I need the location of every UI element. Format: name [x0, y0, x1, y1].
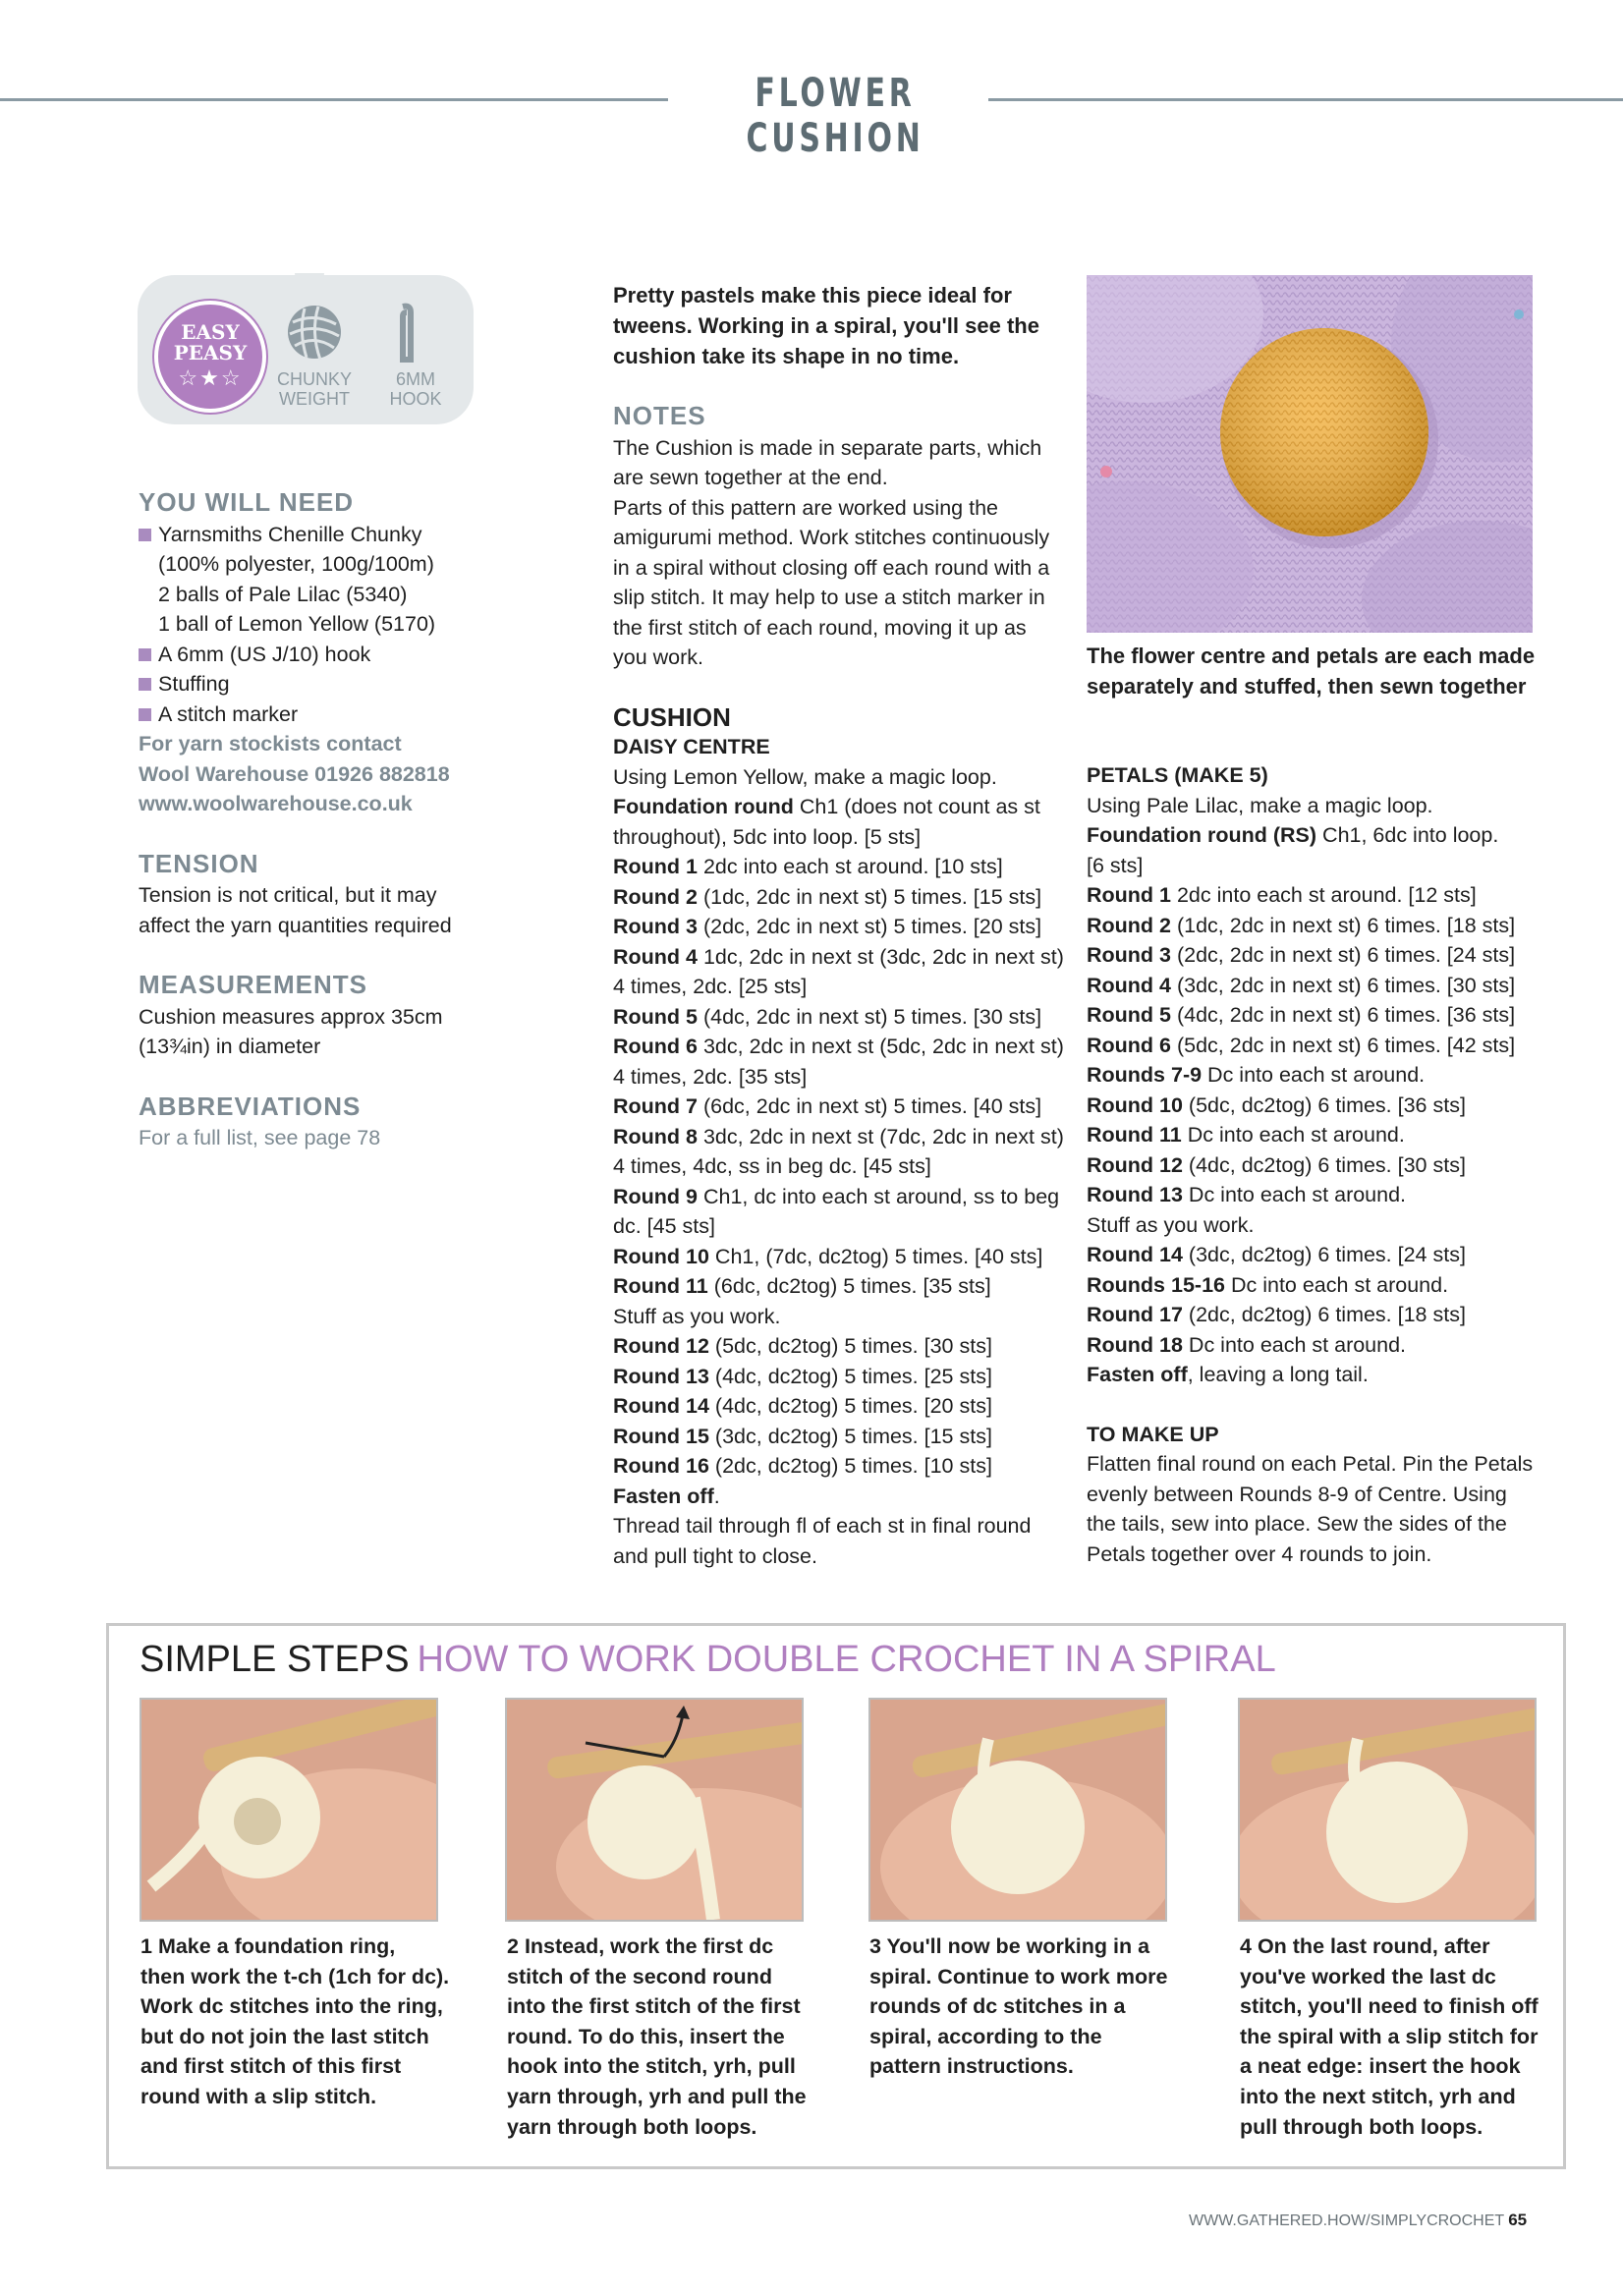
notes-heading: NOTES: [613, 401, 706, 430]
stockist-phone: Wool Warehouse 01926 882818: [139, 761, 450, 786]
notes-text: amigurumi method. Work stitches continuously: [613, 526, 1050, 549]
instruction-line: [1087, 971, 1548, 1001]
instruction-text: (2dc, 2dc in next st) 5 times. [20 sts]: [698, 915, 1042, 938]
left-column: [139, 487, 561, 1153]
step-3-photo: [868, 1698, 1167, 1922]
instruction-text: (5dc, 2dc in next st) 6 times. [42 sts]: [1171, 1033, 1516, 1057]
you-will-need-heading: YOU WILL NEED: [139, 487, 355, 517]
step-line: [869, 1932, 1194, 1962]
instruction-line: [1087, 1180, 1548, 1210]
notes-text: in a spiral without closing off each round with a: [613, 555, 1050, 580]
difficulty-badge: [154, 301, 266, 413]
instruction-line: [613, 792, 1065, 822]
difficulty-stars: ☆★☆: [178, 365, 243, 390]
instruction-text: (4dc, dc2tog) 6 times. [30 sts]: [1182, 1152, 1466, 1177]
instruction-label: Fasten off: [1087, 1363, 1188, 1386]
instruction-line: [613, 972, 1065, 1002]
step-line: [140, 2051, 465, 2082]
instruction-label: Round 7: [613, 1094, 698, 1118]
instruction-label: Round 14: [613, 1394, 709, 1418]
step-text: Work dc stitches into the ring,: [140, 1994, 443, 2019]
instruction-line: [613, 1062, 1065, 1092]
need-item-detail: (100% polyester, 100g/100m): [158, 552, 434, 576]
step-line: [507, 1932, 831, 1962]
instruction-text: Dc into each st around.: [1181, 1123, 1405, 1147]
footer-url[interactable]: WWW.GATHERED.HOW/SIMPLYCROCHET: [1189, 2212, 1505, 2229]
instruction-label: Round 14: [1087, 1243, 1183, 1266]
instruction-line: [613, 1002, 1065, 1033]
instruction-label: Foundation round: [613, 795, 794, 818]
step-line: [140, 2022, 465, 2052]
instruction-text: Dc into each st around.: [1202, 1063, 1426, 1087]
instruction-label: Round 6: [1087, 1033, 1171, 1057]
intro-text: cushion take its shape in no time.: [613, 344, 960, 368]
yarn-ball-icon: [285, 303, 344, 362]
instruction-line: [613, 1482, 1065, 1512]
step-line: [1240, 2051, 1564, 2082]
step-line: [869, 2022, 1194, 2052]
instruction-text: 3dc, 2dc in next st (7dc, 2dc in next st): [698, 1124, 1064, 1148]
step-line: [1240, 2082, 1564, 2112]
instruction-text: 4 times, 2dc. [35 sts]: [613, 1064, 808, 1089]
instruction-label: Round 1: [1087, 883, 1171, 907]
step-text: pattern instructions.: [869, 2054, 1074, 2079]
instruction-line: [613, 1331, 1065, 1362]
step-text: then work the t-ch (1ch for dc).: [140, 1964, 450, 1988]
instruction-line: [1087, 1300, 1548, 1330]
step-line: [869, 2051, 1194, 2082]
instruction-text: dc. [45 sts]: [613, 1214, 715, 1238]
instruction-text: (5dc, dc2tog) 6 times. [36 sts]: [1182, 1092, 1466, 1117]
notes-text: Parts of this pattern are worked using the: [613, 495, 998, 520]
instruction-line: [613, 1362, 1065, 1392]
daisy-instructions: [613, 762, 1065, 1572]
instruction-text: (4dc, 2dc in next st) 6 times. [36 sts]: [1171, 1003, 1516, 1027]
step-text: Make a foundation ring,: [151, 1934, 396, 1958]
instruction-line: [613, 822, 1065, 853]
instruction-text: 4 times, 2dc. [25 sts]: [613, 975, 808, 998]
instruction-text: (3dc, dc2tog) 6 times. [24 sts]: [1182, 1243, 1466, 1266]
page-number: 65: [1508, 2211, 1528, 2229]
instruction-line: [613, 1122, 1065, 1152]
instruction-line: [613, 942, 1065, 973]
step-line: [1240, 2112, 1564, 2143]
notes-text: are sewn together at the end.: [613, 466, 888, 489]
instruction-text: throughout), 5dc into loop. [5 sts]: [613, 824, 922, 849]
instruction-line: [613, 1032, 1065, 1062]
step-3-text: [869, 1932, 1194, 2082]
instruction-text: .: [713, 1484, 720, 1508]
instruction-label: Fasten off: [613, 1484, 714, 1508]
instruction-text: [6 sts]: [1087, 853, 1144, 877]
step-line: [1240, 1991, 1564, 2022]
step-number: 1: [140, 1934, 152, 1958]
instruction-text: 1dc, 2dc in next st (3dc, 2dc in next st): [698, 944, 1064, 969]
instruction-line: [1087, 851, 1548, 881]
instruction-text: (2dc, dc2tog) 5 times. [10 sts]: [708, 1454, 992, 1478]
step-line: [507, 2082, 831, 2112]
step-text: spiral. Continue to work more: [869, 1964, 1168, 1988]
instruction-label: Round 16: [613, 1454, 709, 1478]
instruction-label: Round 13: [1087, 1183, 1183, 1206]
instruction-line: [1087, 1330, 1548, 1361]
tension-text: affect the yarn quantities required: [139, 913, 452, 937]
instruction-line: [613, 1151, 1065, 1182]
cushion-heading: CUSHION: [613, 701, 731, 732]
instruction-label: Round 2: [613, 884, 698, 909]
need-item-detail: 1 ball of Lemon Yellow (5170): [158, 612, 436, 636]
petals-instructions: [1087, 791, 1548, 1390]
intro-text: tweens. Working in a spiral, you'll see the: [613, 313, 1039, 338]
instruction-label: Rounds 7-9: [1087, 1063, 1203, 1087]
right-column: [1087, 760, 1548, 1569]
instruction-line: [613, 1092, 1065, 1122]
step-line: [140, 1962, 465, 1992]
step-text: You'll now be working in a: [880, 1934, 1150, 1958]
instruction-label: Round 10: [1087, 1092, 1183, 1117]
step-4-text: [1240, 1932, 1564, 2142]
instruction-line: [613, 1211, 1065, 1242]
instruction-label: Round 1: [613, 855, 698, 878]
measurements-text: (13¾in) in diameter: [139, 1035, 321, 1058]
instruction-line: [1087, 1120, 1548, 1150]
instruction-text: Stuff as you work.: [613, 1304, 781, 1328]
yarn-weight-label: CHUNKY WEIGHT: [276, 369, 352, 409]
instruction-label: Round 15: [613, 1424, 709, 1448]
step-line: [140, 1932, 465, 1962]
instruction-text: Dc into each st around.: [1182, 1183, 1407, 1206]
instruction-text: (1dc, 2dc in next st) 6 times. [18 sts]: [1171, 913, 1516, 937]
instruction-label: Round 5: [613, 1004, 698, 1029]
notes-text: you work.: [613, 645, 704, 669]
need-item-detail: 2 balls of Pale Lilac (5340): [158, 582, 408, 606]
caption-line: The flower centre and petals are each made: [1087, 644, 1536, 668]
instruction-label: Round 4: [613, 944, 698, 969]
need-item: Stuffing: [139, 669, 561, 700]
step-line: [507, 1962, 831, 1992]
instruction-text: (3dc, dc2tog) 5 times. [15 sts]: [708, 1424, 992, 1448]
instruction-label: Round 8: [613, 1124, 698, 1148]
header-rule-left: [0, 98, 668, 101]
caption-line: separately and stuffed, then sewn together: [1087, 674, 1527, 699]
instruction-line: [1087, 1360, 1548, 1390]
instruction-line: [613, 1422, 1065, 1452]
step-text: round. To do this, insert the: [507, 2024, 785, 2048]
step-line: [1240, 1932, 1564, 1962]
instruction-text: (1dc, 2dc in next st) 5 times. [15 sts]: [698, 884, 1042, 909]
step-line: [507, 2051, 831, 2082]
step-text: into the next stitch, yrh and: [1240, 2084, 1516, 2108]
instruction-line: [613, 1451, 1065, 1482]
page-footer: [1189, 2211, 1527, 2230]
instruction-line: [613, 1182, 1065, 1212]
instruction-label: Rounds 15-16: [1087, 1272, 1225, 1297]
instruction-text: (6dc, dc2tog) 5 times. [35 sts]: [707, 1274, 991, 1298]
daisy-centre-heading: DAISY CENTRE: [613, 735, 770, 758]
step-number: 3: [869, 1934, 881, 1958]
make-up-text: Flatten final round on each Petal. Pin the Petals: [1087, 1452, 1534, 1476]
photo-caption: [1087, 641, 1548, 701]
step-text: hook into the stitch, yrh, pull: [507, 2054, 796, 2079]
instruction-line: [613, 882, 1065, 913]
hook-size-label: 6MM HOOK: [389, 369, 442, 409]
instruction-label: Round 12: [613, 1334, 709, 1358]
instruction-label: Round 17: [1087, 1303, 1183, 1326]
step-line: [507, 2112, 831, 2143]
middle-column: [613, 280, 1065, 1571]
instruction-label: Round 13: [613, 1364, 709, 1388]
instruction-label: Round 4: [1087, 973, 1171, 997]
step-text: and first stitch of this first: [140, 2054, 402, 2079]
step-text: into the first stitch of the first: [507, 1994, 801, 2019]
step-text: round with a slip stitch.: [140, 2084, 377, 2108]
header-rule-right: [988, 98, 1623, 101]
step-text: but do not join the last stitch: [140, 2024, 429, 2048]
simple-steps-label: SIMPLE STEPS: [140, 1639, 410, 1680]
instruction-text: (3dc, 2dc in next st) 6 times. [30 sts]: [1171, 973, 1516, 997]
make-up-text: Petals together over 4 rounds to join.: [1087, 1541, 1432, 1566]
instruction-label: Round 2: [1087, 913, 1171, 937]
instruction-line: [1087, 791, 1548, 821]
step-line: [507, 1991, 831, 2022]
intro-text: Pretty pastels make this piece ideal for: [613, 283, 1012, 308]
instruction-line: [613, 1391, 1065, 1422]
step-2-photo: [505, 1698, 804, 1922]
measurements-heading: MEASUREMENTS: [139, 970, 368, 999]
instruction-text: (4dc, dc2tog) 5 times. [25 sts]: [708, 1364, 992, 1388]
step-2-text: [507, 1932, 831, 2142]
instruction-line: [613, 762, 1065, 793]
instruction-text: (2dc, dc2tog) 6 times. [18 sts]: [1182, 1303, 1466, 1326]
need-item: A 6mm (US J/10) hook: [139, 640, 561, 670]
step-text: On the last round, after: [1251, 1934, 1490, 1958]
difficulty-label: EASY PEASY: [173, 320, 248, 364]
step-text: yarn through, yrh and pull the: [507, 2084, 807, 2108]
crochet-hook-icon: [391, 303, 420, 364]
step-line: [869, 1991, 1194, 2022]
instruction-line: [1087, 1000, 1548, 1031]
instruction-label: Round 18: [1087, 1332, 1183, 1357]
make-up-heading: TO MAKE UP: [1087, 1422, 1219, 1446]
instruction-text: Stuff as you work.: [1087, 1212, 1255, 1237]
instruction-text: Thread tail through fl of each st in final round: [613, 1514, 1032, 1538]
abbreviations-text: For a full list, see page 78: [139, 1126, 381, 1149]
tension-heading: TENSION: [139, 848, 259, 878]
step-line: [140, 2082, 465, 2112]
step-line: [507, 2022, 831, 2052]
instruction-text: Using Pale Lilac, make a magic loop.: [1087, 793, 1433, 817]
step-text: stitch of the second round: [507, 1964, 772, 1988]
instruction-line: [1087, 1150, 1548, 1181]
step-text: you've worked the last dc: [1240, 1964, 1496, 1988]
instruction-text: Dc into each st around.: [1224, 1272, 1449, 1297]
flower-cushion-photo: [1087, 275, 1533, 633]
instruction-text: 4 times, 4dc, ss in beg dc. [45 sts]: [613, 1154, 931, 1178]
instruction-label: Round 10: [613, 1244, 709, 1268]
instruction-label: Round 3: [613, 915, 698, 938]
instruction-text: 2dc into each st around. [12 sts]: [1171, 883, 1477, 907]
step-line: [1240, 1962, 1564, 1992]
step-line: [869, 1962, 1194, 1992]
instruction-text: Dc into each st around.: [1182, 1332, 1407, 1357]
instruction-text: and pull tight to close.: [613, 1543, 817, 1568]
step-4-photo: [1238, 1698, 1537, 1922]
step-line: [140, 1991, 465, 2022]
step-text: stitch, you'll need to finish off: [1240, 1994, 1539, 2019]
instruction-text: (5dc, dc2tog) 5 times. [30 sts]: [708, 1334, 992, 1358]
step-line: [1240, 2022, 1564, 2052]
petals-heading: PETALS (MAKE 5): [1087, 763, 1268, 787]
instruction-line: [1087, 820, 1548, 851]
make-up-text: evenly between Rounds 8-9 of Centre. Using: [1087, 1482, 1507, 1506]
instruction-label: Round 3: [1087, 943, 1171, 967]
instruction-text: 2dc into each st around. [10 sts]: [698, 855, 1003, 878]
page-title: FLOWER CUSHION: [746, 71, 924, 161]
instruction-text: 3dc, 2dc in next st (5dc, 2dc in next st): [698, 1035, 1064, 1058]
step-text: the spiral with a slip stitch for: [1240, 2024, 1539, 2048]
instruction-text: (4dc, 2dc in next st) 5 times. [30 sts]: [698, 1004, 1042, 1029]
instruction-line: [613, 1541, 1065, 1572]
step-text: a neat edge: insert the hook: [1240, 2054, 1521, 2079]
instruction-line: [1087, 1091, 1548, 1121]
instruction-text: Ch1, dc into each st around, ss to beg: [698, 1184, 1060, 1208]
step-text: spiral, according to the: [869, 2024, 1102, 2048]
make-up-text: the tails, sew into place. Sew the sides of the: [1087, 1512, 1507, 1536]
instruction-label: Foundation round (RS): [1087, 823, 1317, 847]
step-text: Instead, work the first dc: [518, 1934, 774, 1958]
instruction-text: Ch1, 6dc into loop.: [1316, 823, 1499, 847]
instruction-line: [1087, 1060, 1548, 1091]
step-text: pull through both loops.: [1240, 2114, 1483, 2139]
stockist-website[interactable]: www.woolwarehouse.co.uk: [139, 792, 413, 815]
instruction-label: Round 6: [613, 1035, 698, 1058]
instruction-text: (6dc, 2dc in next st) 5 times. [40 sts]: [698, 1094, 1042, 1118]
tension-text: Tension is not critical, but it may: [139, 883, 437, 907]
step-number: 2: [507, 1934, 519, 1958]
instruction-line: [1087, 1270, 1548, 1301]
instruction-line: [1087, 911, 1548, 941]
instruction-text: Ch1 (does not count as st: [793, 795, 1040, 818]
instruction-label: Round 11: [1087, 1123, 1182, 1147]
instruction-line: [1087, 880, 1548, 911]
instruction-line: [1087, 940, 1548, 971]
instruction-label: Round 9: [613, 1184, 698, 1208]
instruction-label: Round 12: [1087, 1152, 1183, 1177]
step-1-text: [140, 1932, 465, 2112]
step-1-photo: [140, 1698, 438, 1922]
notes-text: The Cushion is made in separate parts, which: [613, 435, 1042, 460]
instruction-line: [1087, 1240, 1548, 1270]
instruction-text: Using Lemon Yellow, make a magic loop.: [613, 764, 997, 789]
instruction-line: [613, 1242, 1065, 1272]
instruction-text: (4dc, dc2tog) 5 times. [20 sts]: [708, 1394, 992, 1418]
need-item: A stitch marker: [139, 700, 561, 730]
instruction-text: (2dc, 2dc in next st) 6 times. [24 sts]: [1171, 943, 1516, 967]
step-text: rounds of dc stitches in a: [869, 1994, 1126, 2019]
instruction-line: [613, 1511, 1065, 1541]
step-number: 4: [1240, 1934, 1252, 1958]
instruction-line: [1087, 1031, 1548, 1061]
simple-steps-title: [140, 1639, 1276, 1681]
instruction-line: [613, 912, 1065, 942]
stockist-contact: For yarn stockists contact: [139, 732, 402, 756]
step-text: yarn through both loops.: [507, 2114, 757, 2139]
notes-text: slip stitch. It may help to use a stitch marker in: [613, 586, 1045, 609]
instruction-line: [613, 1302, 1065, 1332]
measurements-text: Cushion measures approx 35cm: [139, 1004, 443, 1029]
abbreviations-heading: ABBREVIATIONS: [139, 1091, 362, 1121]
instruction-label: Round 5: [1087, 1003, 1171, 1027]
instruction-text: Ch1, (7dc, dc2tog) 5 times. [40 sts]: [708, 1244, 1043, 1268]
instruction-line: [613, 1271, 1065, 1302]
notes-text: the first stitch of each round, moving it up as: [613, 615, 1027, 640]
instruction-line: [1087, 1210, 1548, 1241]
instruction-line: [613, 852, 1065, 882]
instruction-text: , leaving a long tail.: [1187, 1363, 1369, 1386]
simple-steps-subtitle: HOW TO WORK DOUBLE CROCHET IN A SPIRAL: [417, 1639, 1276, 1680]
instruction-label: Round 11: [613, 1274, 708, 1298]
need-item: Yarnsmiths Chenille Chunky: [139, 520, 561, 550]
